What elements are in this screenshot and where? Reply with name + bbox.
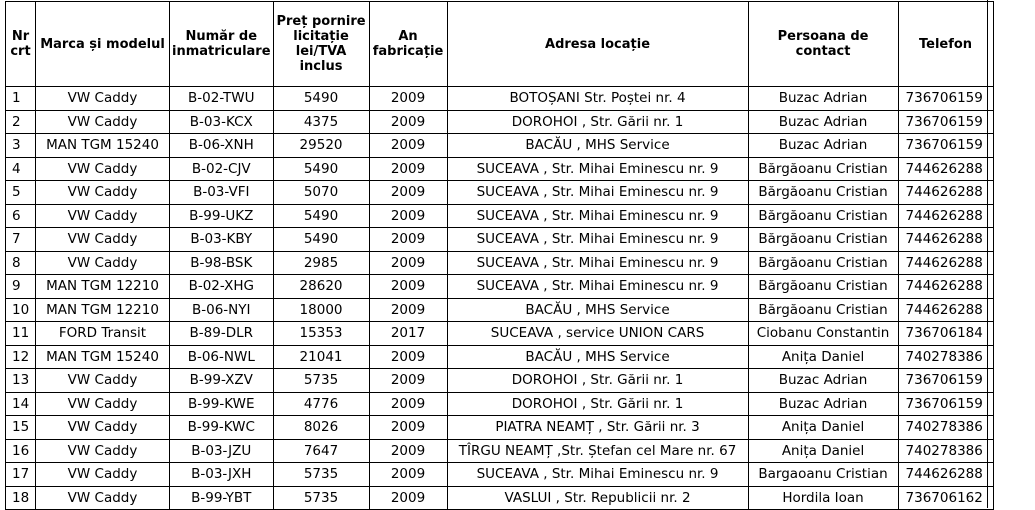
vehicle-auction-table (5, 1, 994, 510)
cell-phone: 736706184 (898, 322, 993, 346)
cell-address: BACĂU , MHS Service (447, 345, 748, 369)
cell-phone: 744626288 (898, 181, 993, 205)
cell-plate: B-99-KWC (170, 416, 274, 440)
cell-model: MAN TGM 12210 (36, 275, 170, 299)
page-right-rule (987, 0, 988, 508)
cell-address: BACĂU , MHS Service (447, 134, 748, 158)
cell-year: 2009 (369, 439, 447, 463)
cell-model: FORD Transit (36, 322, 170, 346)
cell-phone: 740278386 (898, 345, 993, 369)
cell-nr: 11 (6, 322, 36, 346)
cell-model: VW Caddy (36, 463, 170, 487)
cell-year: 2009 (369, 204, 447, 228)
cell-plate: B-03-VFI (170, 181, 274, 205)
cell-phone: 736706159 (898, 392, 993, 416)
cell-price: 21041 (273, 345, 369, 369)
cell-contact: Buzac Adrian (748, 134, 898, 158)
cell-contact: Anița Daniel (748, 439, 898, 463)
cell-address: DOROHOI , Str. Gării nr. 1 (447, 369, 748, 393)
cell-nr: 1 (6, 87, 36, 111)
cell-price: 5490 (273, 157, 369, 181)
cell-nr: 3 (6, 134, 36, 158)
cell-model: VW Caddy (36, 157, 170, 181)
cell-phone: 740278386 (898, 439, 993, 463)
cell-plate: B-89-DLR (170, 322, 274, 346)
table-row (6, 275, 994, 299)
cell-price: 5735 (273, 486, 369, 510)
cell-address: BOTOȘANI Str. Poștei nr. 4 (447, 87, 748, 111)
cell-model: VW Caddy (36, 251, 170, 275)
cell-nr: 2 (6, 110, 36, 134)
cell-phone: 744626288 (898, 275, 993, 299)
cell-nr: 16 (6, 439, 36, 463)
header-price: Preț pornire licitație lei/TVA inclus (273, 2, 369, 87)
cell-price: 5490 (273, 87, 369, 111)
cell-price: 18000 (273, 298, 369, 322)
table-row (6, 157, 994, 181)
cell-nr: 14 (6, 392, 36, 416)
cell-phone: 736706159 (898, 369, 993, 393)
cell-address: SUCEAVA , Str. Mihai Eminescu nr. 9 (447, 228, 748, 252)
header-model: Marca și modelul (36, 2, 170, 87)
cell-plate: B-03-KBY (170, 228, 274, 252)
cell-year: 2009 (369, 251, 447, 275)
cell-contact: Bărgăoanu Cristian (748, 228, 898, 252)
cell-nr: 18 (6, 486, 36, 510)
table-row (6, 251, 994, 275)
header-plate: Număr de inmatriculare (170, 2, 274, 87)
cell-plate: B-98-BSK (170, 251, 274, 275)
table-row (6, 369, 994, 393)
cell-address: SUCEAVA , Str. Mihai Eminescu nr. 9 (447, 157, 748, 181)
cell-address: PIATRA NEAMȚ , Str. Gării nr. 3 (447, 416, 748, 440)
cell-year: 2009 (369, 463, 447, 487)
cell-nr: 12 (6, 345, 36, 369)
cell-plate: B-99-KWE (170, 392, 274, 416)
table-row (6, 322, 994, 346)
cell-phone: 744626288 (898, 463, 993, 487)
table-row (6, 416, 994, 440)
cell-year: 2009 (369, 416, 447, 440)
cell-contact: Buzac Adrian (748, 392, 898, 416)
cell-address: SUCEAVA , Str. Mihai Eminescu nr. 9 (447, 181, 748, 205)
cell-year: 2017 (369, 322, 447, 346)
cell-nr: 10 (6, 298, 36, 322)
cell-model: VW Caddy (36, 416, 170, 440)
cell-phone: 736706159 (898, 87, 993, 111)
cell-price: 15353 (273, 322, 369, 346)
cell-plate: B-02-CJV (170, 157, 274, 181)
cell-plate: B-02-XHG (170, 275, 274, 299)
cell-nr: 17 (6, 463, 36, 487)
cell-contact: Bărgăoanu Cristian (748, 275, 898, 299)
cell-nr: 7 (6, 228, 36, 252)
cell-contact: Buzac Adrian (748, 87, 898, 111)
table-row (6, 110, 994, 134)
header-phone: Telefon (898, 2, 993, 87)
cell-year: 2009 (369, 486, 447, 510)
cell-phone: 736706159 (898, 110, 993, 134)
cell-price: 7647 (273, 439, 369, 463)
cell-model: MAN TGM 15240 (36, 134, 170, 158)
cell-year: 2009 (369, 298, 447, 322)
cell-price: 5735 (273, 369, 369, 393)
cell-address: DOROHOI , Str. Gării nr. 1 (447, 392, 748, 416)
cell-address: BACĂU , MHS Service (447, 298, 748, 322)
cell-price: 5070 (273, 181, 369, 205)
header-contact: Persoana de contact (748, 2, 898, 87)
cell-price: 2985 (273, 251, 369, 275)
cell-address: SUCEAVA , service UNION CARS (447, 322, 748, 346)
cell-plate: B-03-KCX (170, 110, 274, 134)
table-row (6, 228, 994, 252)
cell-model: MAN TGM 12210 (36, 298, 170, 322)
cell-address: SUCEAVA , Str. Mihai Eminescu nr. 9 (447, 204, 748, 228)
cell-nr: 6 (6, 204, 36, 228)
cell-year: 2009 (369, 181, 447, 205)
cell-year: 2009 (369, 228, 447, 252)
cell-year: 2009 (369, 275, 447, 299)
header-address: Adresa locație (447, 2, 748, 87)
header-nr: Nr crt (6, 2, 36, 87)
cell-phone: 744626288 (898, 204, 993, 228)
cell-address: VASLUI , Str. Republicii nr. 2 (447, 486, 748, 510)
cell-plate: B-03-JZU (170, 439, 274, 463)
cell-phone: 744626288 (898, 228, 993, 252)
table-row (6, 181, 994, 205)
table-row (6, 87, 994, 111)
cell-price: 5490 (273, 228, 369, 252)
cell-year: 2009 (369, 369, 447, 393)
cell-contact: Bărgăoanu Cristian (748, 157, 898, 181)
cell-year: 2009 (369, 345, 447, 369)
cell-contact: Buzac Adrian (748, 369, 898, 393)
cell-contact: Ciobanu Constantin (748, 322, 898, 346)
cell-price: 28620 (273, 275, 369, 299)
table-row (6, 463, 994, 487)
cell-year: 2009 (369, 87, 447, 111)
cell-nr: 13 (6, 369, 36, 393)
cell-phone: 744626288 (898, 298, 993, 322)
cell-year: 2009 (369, 157, 447, 181)
cell-year: 2009 (369, 134, 447, 158)
cell-address: SUCEAVA , Str. Mihai Eminescu nr. 9 (447, 251, 748, 275)
table-row (6, 204, 994, 228)
cell-address: SUCEAVA , Str. Mihai Eminescu nr. 9 (447, 463, 748, 487)
cell-plate: B-06-XNH (170, 134, 274, 158)
cell-model: VW Caddy (36, 228, 170, 252)
cell-nr: 9 (6, 275, 36, 299)
cell-price: 4375 (273, 110, 369, 134)
cell-phone: 744626288 (898, 157, 993, 181)
cell-plate: B-99-UKZ (170, 204, 274, 228)
cell-price: 29520 (273, 134, 369, 158)
cell-address: DOROHOI , Str. Gării nr. 1 (447, 110, 748, 134)
cell-price: 5735 (273, 463, 369, 487)
table-row (6, 134, 994, 158)
cell-plate: B-99-YBT (170, 486, 274, 510)
cell-plate: B-02-TWU (170, 87, 274, 111)
table-body (6, 87, 994, 510)
header-year: An fabricație (369, 2, 447, 87)
cell-year: 2009 (369, 392, 447, 416)
cell-nr: 4 (6, 157, 36, 181)
cell-price: 5490 (273, 204, 369, 228)
cell-plate: B-03-JXH (170, 463, 274, 487)
cell-model: VW Caddy (36, 486, 170, 510)
cell-model: VW Caddy (36, 204, 170, 228)
cell-plate: B-99-XZV (170, 369, 274, 393)
cell-phone: 736706159 (898, 134, 993, 158)
cell-contact: Bărgăoanu Cristian (748, 298, 898, 322)
cell-model: VW Caddy (36, 369, 170, 393)
cell-model: VW Caddy (36, 181, 170, 205)
cell-nr: 15 (6, 416, 36, 440)
cell-contact: Bărgăoanu Cristian (748, 204, 898, 228)
cell-model: MAN TGM 15240 (36, 345, 170, 369)
cell-address: SUCEAVA , Str. Mihai Eminescu nr. 9 (447, 275, 748, 299)
cell-contact: Anița Daniel (748, 416, 898, 440)
cell-nr: 5 (6, 181, 36, 205)
cell-plate: B-06-NYI (170, 298, 274, 322)
table-row (6, 298, 994, 322)
header-row (6, 2, 994, 87)
cell-model: VW Caddy (36, 439, 170, 463)
cell-model: VW Caddy (36, 110, 170, 134)
cell-year: 2009 (369, 110, 447, 134)
cell-contact: Bărgăoanu Cristian (748, 251, 898, 275)
table-row (6, 392, 994, 416)
cell-contact: Anița Daniel (748, 345, 898, 369)
cell-model: VW Caddy (36, 392, 170, 416)
cell-contact: Bargaoanu Cristian (748, 463, 898, 487)
table-row (6, 345, 994, 369)
cell-contact: Hordila Ioan (748, 486, 898, 510)
cell-price: 4776 (273, 392, 369, 416)
cell-contact: Buzac Adrian (748, 110, 898, 134)
table-row (6, 486, 994, 510)
cell-phone: 740278386 (898, 416, 993, 440)
cell-address: TÎRGU NEAMȚ ,Str. Ștefan cel Mare nr. 67 (447, 439, 748, 463)
cell-price: 8026 (273, 416, 369, 440)
cell-nr: 8 (6, 251, 36, 275)
cell-phone: 744626288 (898, 251, 993, 275)
cell-plate: B-06-NWL (170, 345, 274, 369)
table-row (6, 439, 994, 463)
cell-model: VW Caddy (36, 87, 170, 111)
cell-phone: 736706162 (898, 486, 993, 510)
cell-contact: Bărgăoanu Cristian (748, 181, 898, 205)
